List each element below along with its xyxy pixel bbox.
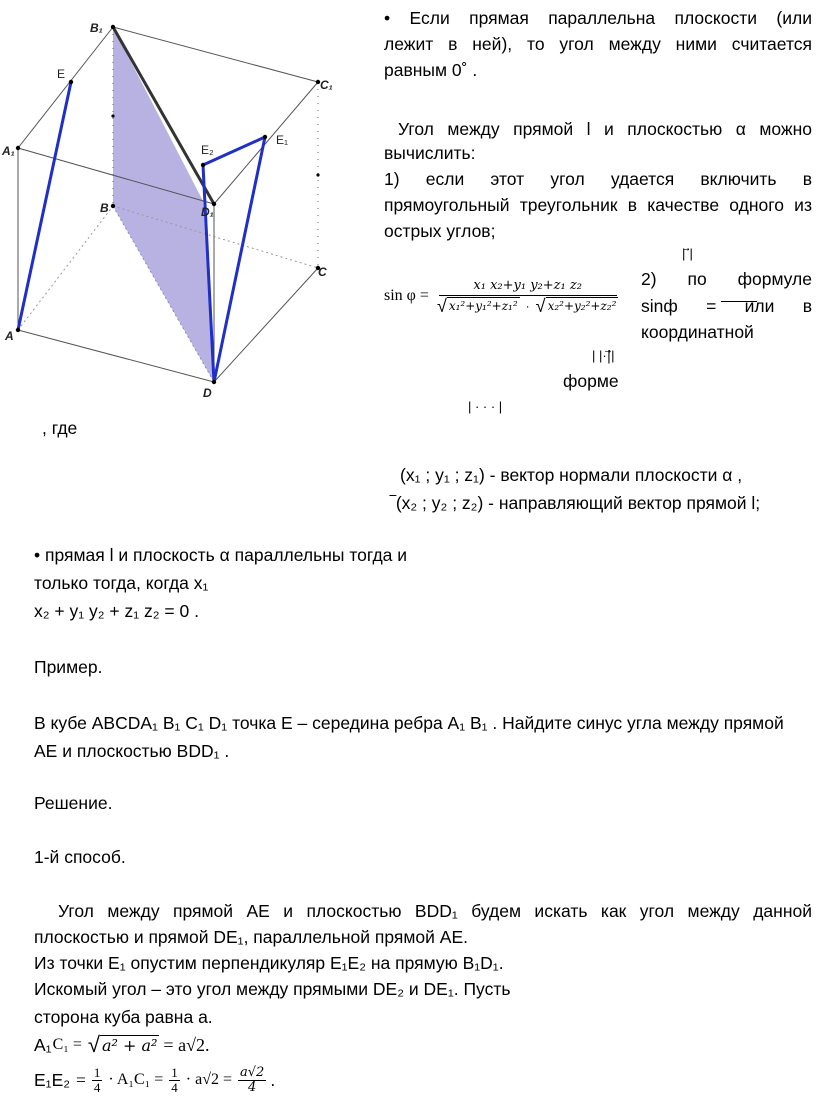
plane-bdd1	[113, 27, 214, 382]
eq2-mid2: · a√2 =	[185, 1071, 233, 1088]
angle-line2: вычислить:	[384, 143, 476, 163]
problem-line1: В кубе ABCDA₁ B₁ C₁ D₁ точка E – середина ребра A₁ B₁ . Найдите синус угла между прямой	[34, 713, 784, 733]
item1-line2: прямоугольный треугольник в качестве одного из	[384, 195, 812, 215]
label-c1: C₁	[320, 78, 333, 92]
item2-line1: 2) по формуле	[641, 269, 812, 289]
point-e2	[201, 163, 205, 167]
edge-c1d1	[214, 82, 318, 204]
edge-b1c1	[113, 27, 318, 82]
sin-fraction-bar	[721, 301, 757, 302]
eq2-f1-den: 4	[93, 1079, 101, 1095]
point-mid-cc1	[316, 173, 319, 176]
point-b1	[111, 25, 115, 29]
parallel-line3: x₂ + y₁ y₂ + z₁ z₂ = 0 .	[34, 601, 199, 621]
item2-line4: форме	[563, 371, 619, 391]
item2-line3: координатной	[641, 322, 754, 342]
edge-ad	[18, 330, 214, 382]
equation-e1e2	[34, 1060, 275, 1100]
where-text: , где	[42, 418, 78, 438]
point-a1	[16, 146, 20, 150]
label-a1: A₁	[2, 144, 15, 158]
eq1-radicand: a² + a²	[101, 1036, 158, 1055]
point-e	[69, 80, 73, 84]
item1-line3: острых углов;	[384, 221, 496, 241]
mark-bottom: | · · · |	[468, 399, 503, 414]
label-e2: E₂	[201, 143, 214, 157]
eq1-lead: A₁	[34, 1034, 52, 1055]
eq2-f2-num: 1	[171, 1064, 178, 1080]
point-mid-bb1	[111, 114, 114, 117]
eq2-f3-den: 4	[248, 1079, 257, 1095]
mark-mid: | |·|⃗|	[592, 348, 615, 363]
label-e: E	[57, 67, 66, 81]
solution-label: Решение.	[34, 793, 113, 813]
cube-figure	[0, 10, 350, 405]
eq2-eq: =	[76, 1069, 86, 1090]
eq2-f1-num: 1	[93, 1064, 101, 1080]
label-d1: D₁	[201, 205, 214, 219]
mark-top: | ⃗|	[682, 246, 693, 261]
angle-line1: Угол между прямой l и плоскостью α можно	[398, 119, 812, 139]
bullet1-line1: • Если прямая параллельна плоскости (или	[384, 8, 812, 28]
parallel-line2: только тогда, когда x₁	[34, 573, 209, 593]
item2-line2: sinф = или в	[641, 296, 812, 316]
label-b: B	[100, 201, 109, 215]
eq2-f2-den: 4	[171, 1079, 178, 1095]
eq2-lead: E₁E₂	[34, 1069, 71, 1090]
label-a: A	[5, 329, 14, 343]
solution-line4: Искомый угол – это угол между прямыми DE₂ и DE₁. Пусть	[34, 979, 511, 999]
bullet1-line2: лежит в ней), то угол между ними считается	[384, 34, 812, 54]
point-d	[212, 380, 216, 384]
solution-line5: сторона куба равна a.	[34, 1007, 213, 1027]
formula-den-left: x₁²+y₁²+z₁²	[448, 299, 518, 313]
sin-formula: sin φ = x₁ x₂+y₁ y₂+z₁ z₂ √ x₁²+y₁²+z₁² · √ x₂²+y₂²+z₂²	[384, 278, 617, 316]
label-d: D	[203, 386, 212, 400]
bullet1-line3: равным 0˚ .	[384, 60, 478, 80]
equation-a1c1: A₁ C₁ = √ a² + a² = a√2.	[34, 1032, 210, 1057]
edge-dc	[214, 268, 318, 382]
label-c: C	[318, 265, 327, 279]
edge-a1b1	[18, 27, 113, 148]
solution-line1: Угол между прямой AE и плоскостью BDD₁ будем искать как угол между данной	[58, 901, 812, 921]
vector-direction: ‾(x₂ ; y₂ ; z₂) - направляющий вектор прямой l;	[390, 493, 761, 513]
parallel-line1: • прямая l и плоскость α параллельны тогда и	[34, 545, 408, 565]
formula-den-right: x₂²+y₂²+z₂²	[547, 299, 617, 313]
segment-ae	[18, 82, 71, 330]
label-e1: E₁	[276, 133, 289, 147]
item1-line1: 1) если этот угол удается включить в	[384, 169, 812, 189]
vector-normal: (x₁ ; y₁ ; z₁) - вектор нормали плоскости α ,	[400, 465, 743, 485]
point-b	[111, 204, 115, 208]
example-label: Пример.	[34, 657, 103, 677]
eq2-mid1: · A₁C₁ =	[108, 1071, 164, 1088]
eq1-result: = a√2.	[163, 1034, 210, 1055]
formula-den-dot: ·	[525, 298, 530, 313]
point-a	[16, 328, 20, 332]
label-b1: B₁	[90, 21, 103, 35]
eq2-f3-num: a√2	[240, 1064, 265, 1080]
solution-line2: плоскостью и прямой DE₁, параллельной прямой AE.	[34, 927, 468, 947]
eq1-rest: C₁ =	[52, 1036, 82, 1053]
problem-line2: AE и плоскостью BDD₁ .	[34, 741, 230, 761]
eq2-end: .	[270, 1069, 276, 1090]
formula-lhs: sin φ =	[384, 287, 429, 304]
method-label: 1-й способ.	[34, 847, 126, 867]
formula-numerator: x₁ x₂+y₁ y₂+z₁ z₂	[473, 278, 582, 293]
solution-line3: Из точки E₁ опустим перпендикуляр E₁E₂ на прямую B₁D₁.	[34, 953, 504, 973]
point-e1	[263, 135, 267, 139]
